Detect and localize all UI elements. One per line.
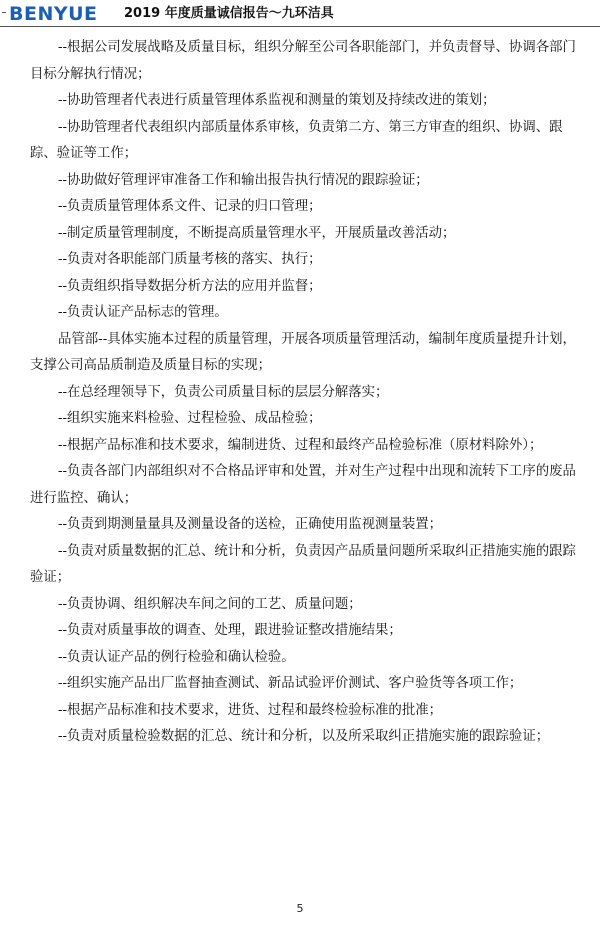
header-title: 2019 年度质量诚信报告～九环洁具 — [124, 6, 334, 21]
paragraph: --负责质量管理体系文件、记录的归口管理； — [58, 199, 322, 214]
paragraph: --组织实施产品出厂监督抽查测试、新品试验评价测试、客户验货等各项工作； — [58, 676, 523, 691]
paragraph: --根据公司发展战略及质量目标，组织分解至公司各职能部门，并负责督导、协调各部门目标分解执行情况； — [30, 40, 576, 82]
paragraph: --负责认证产品标志的管理。 — [58, 305, 228, 320]
paragraph: --负责到期测量量具及测量设备的送检，正确使用监视测量装置； — [58, 517, 442, 532]
paragraph: --根据产品标准和技术要求，进货、过程和最终检验标准的批准； — [58, 702, 442, 718]
paragraph: --协助做好管理评审准备工作和输出报告执行情况的跟踪验证； — [58, 172, 429, 188]
paragraph: --负责协调、组织解决车间之间的工艺、质量问题； — [58, 596, 362, 612]
paragraph: --根据产品标准和技术要求，编制进货、过程和最终产品检验标准（原材料除外）； — [58, 437, 543, 453]
paragraph: --负责对质量事故的调查、处理，跟进验证整改措施结果； — [58, 623, 402, 638]
paragraph: --负责对各职能部门质量考核的落实、执行； — [58, 252, 322, 267]
page-header — [0, 0, 600, 30]
document-body — [30, 35, 586, 751]
paragraph: --在总经理领导下，负责公司质量目标的层层分解落实； — [58, 384, 389, 400]
brand-logo: BENYUE — [9, 3, 98, 25]
paragraph: --制定质量管理制度，不断提高质量管理水平，开展质量改善活动； — [58, 225, 456, 241]
paragraph: --负责对质量数据的汇总、统计和分析，负责因产品质量问题所采取纠正措施实施的跟踪验证； — [30, 543, 576, 585]
header-tick — [2, 12, 6, 13]
paragraph: --负责组织指导数据分析方法的应用并监督； — [58, 278, 322, 294]
paragraph: --负责对质量检验数据的汇总、统计和分析，以及所采取纠正措施实施的跟踪验证； — [58, 729, 550, 744]
paragraph: --负责认证产品的例行检验和确认检验。 — [58, 649, 295, 665]
paragraph: --负责各部门内部组织对不合格品评审和处置，并对生产过程中出现和流转下工序的废品进行监控、确认； — [30, 464, 576, 506]
paragraph: --协助管理者代表进行质量管理体系监视和测量的策划及持续改进的策划； — [58, 93, 496, 108]
paragraph: --组织实施来料检验、过程检验、成品检验； — [58, 411, 322, 426]
page-number: 5 — [296, 902, 304, 915]
paragraph: --协助管理者代表组织内部质量体系审核，负责第二方、第三方审查的组织、协调、跟踪、验证等工作； — [30, 119, 563, 161]
paragraph: 品管部--具体实施本过程的质量管理，开展各项质量管理活动，编制年度质量提升计划，支撑公司高品质制造及质量目标的实现； — [30, 331, 576, 373]
header-divider — [0, 26, 600, 27]
